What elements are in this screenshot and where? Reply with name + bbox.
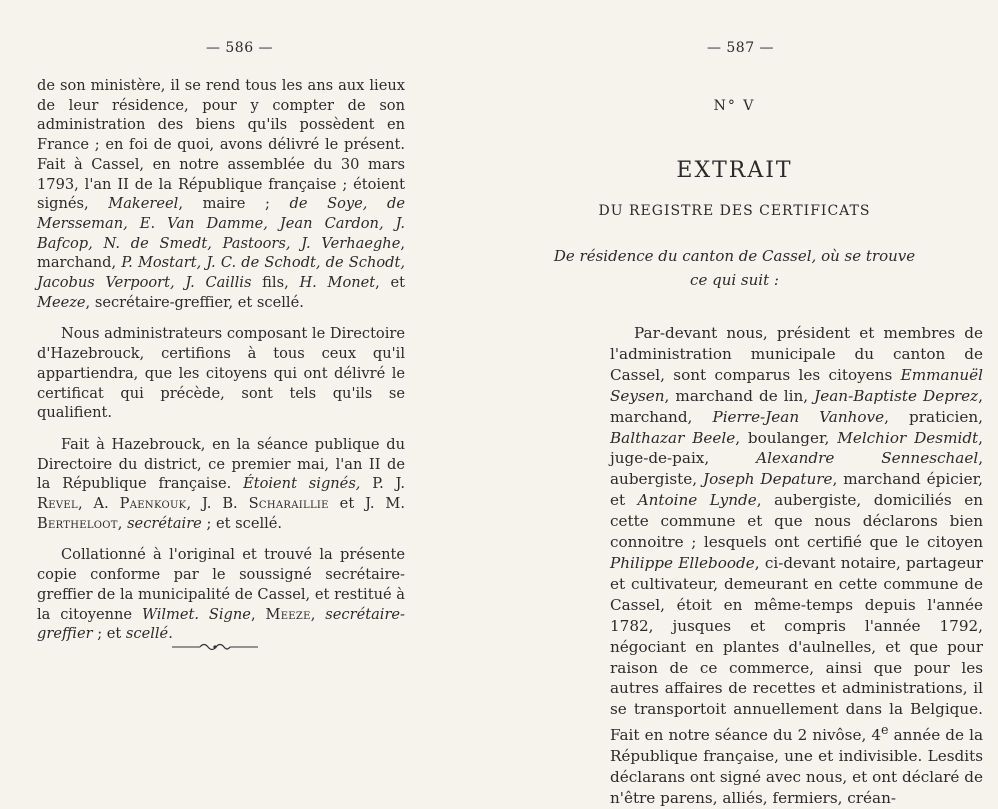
residence-heading: De résidence du canton de Cassel, où se trouve ce qui suit : bbox=[553, 247, 916, 289]
left-body-text bbox=[37, 76, 405, 644]
paragraph-2: Nous administrateurs composant le Directoire d'Hazebrouck, certifions à tous ceux qu'il appartiendra, que les citoyens qui ont délivré le certificat qui précède, sont tels qu'ils se qualifient. bbox=[37, 325, 405, 422]
right-page bbox=[499, 0, 998, 807]
paragraph-3: Fait à Hazebrouck, en la séance publique du Directoire du district, ce premier mai, l'an II de la République française. Étoient signés, P. J. Revel, A. Paenkouk, J. B. Scharaillie et J. M. Bertheloot, secrétaire ; et scellé. bbox=[37, 435, 405, 532]
certificate-paragraph: Par-devant nous, président et membres de l'administration municipale du canton de Cassel, sont comparus les citoyens Emmanuël Seysen, marchand de lin, Jean-Baptiste Deprez, marchand, Pierre-Jean Vanhove, praticien, Balthazar Beele, boulanger, Melchior Desmidt, juge-de-paix, Alexandre Senneschael, aubergiste, Joseph Depature, marchand épicier, et Antoine Lynde, aubergiste, domiciliés en cette commune et que nous déclarons bien connoitre ; lesquels ont certifié que le citoyen Philippe Elleboode, ci-devant notaire, partageur et cultivateur, demeurant en cette commune de Cassel, étoit en même-temps depuis l'année 1782, jusques et compris l'année 1792, négociant en plantes d'aulnelles, et que pour raison de ce commerce, ainsi que pour les autres affaires de recettes et administrations, il se transportoit annuellement dans la Belgique. Fait en notre séance du 2 nivôse, 4e année de la République française, une et indivisible. Lesdits déclarans ont signé avec nous, et ont déclaré de n'être parens, alliés, fermiers, créan- bbox=[610, 324, 984, 807]
right-body-text bbox=[610, 323, 983, 809]
paragraph-4: Collationné à l'original et trouvé la présente copie conforme par le soussigné secrétaire-greffier de la municipalité de Cassel, et restitué à la citoyenne Wilmet. Signe, Meeze, secrétaire-greffier ; et scellé. bbox=[37, 546, 405, 643]
left-page bbox=[0, 0, 499, 768]
document-number: N° V bbox=[713, 98, 756, 114]
document-subtitle: DU REGISTRE DES CERTIFICATS bbox=[598, 203, 871, 219]
page-number-left: — 586 — bbox=[205, 40, 274, 56]
paragraph-1: de son ministère, il se rend tous les ans aux lieux de leur résidence, pour y compter de son administration des biens qu'ils possèdent en France ; en foi de quoi, avons délivré le présent. Fait à Cassel, en notre assemblée du 30 mars 1793, l'an II de la République française ; étoient signés, Makereel, maire ; de Soye, de Mersseman, E. Van Damme, Jean Cardon, J. Bafcop, N. de Smedt, Pastoors, J. Verhaeghe, marchand, P. Mostart, J. C. de Schodt, de Schodt, Jacobus Verpoort, J. Caillis fils, H. Monet, et Meeze, secrétaire-greffier, et scellé. bbox=[37, 77, 406, 311]
page-number-right: — 587 — bbox=[706, 40, 775, 56]
ornament-divider-icon bbox=[170, 640, 260, 654]
document-title: EXTRAIT bbox=[676, 158, 793, 183]
